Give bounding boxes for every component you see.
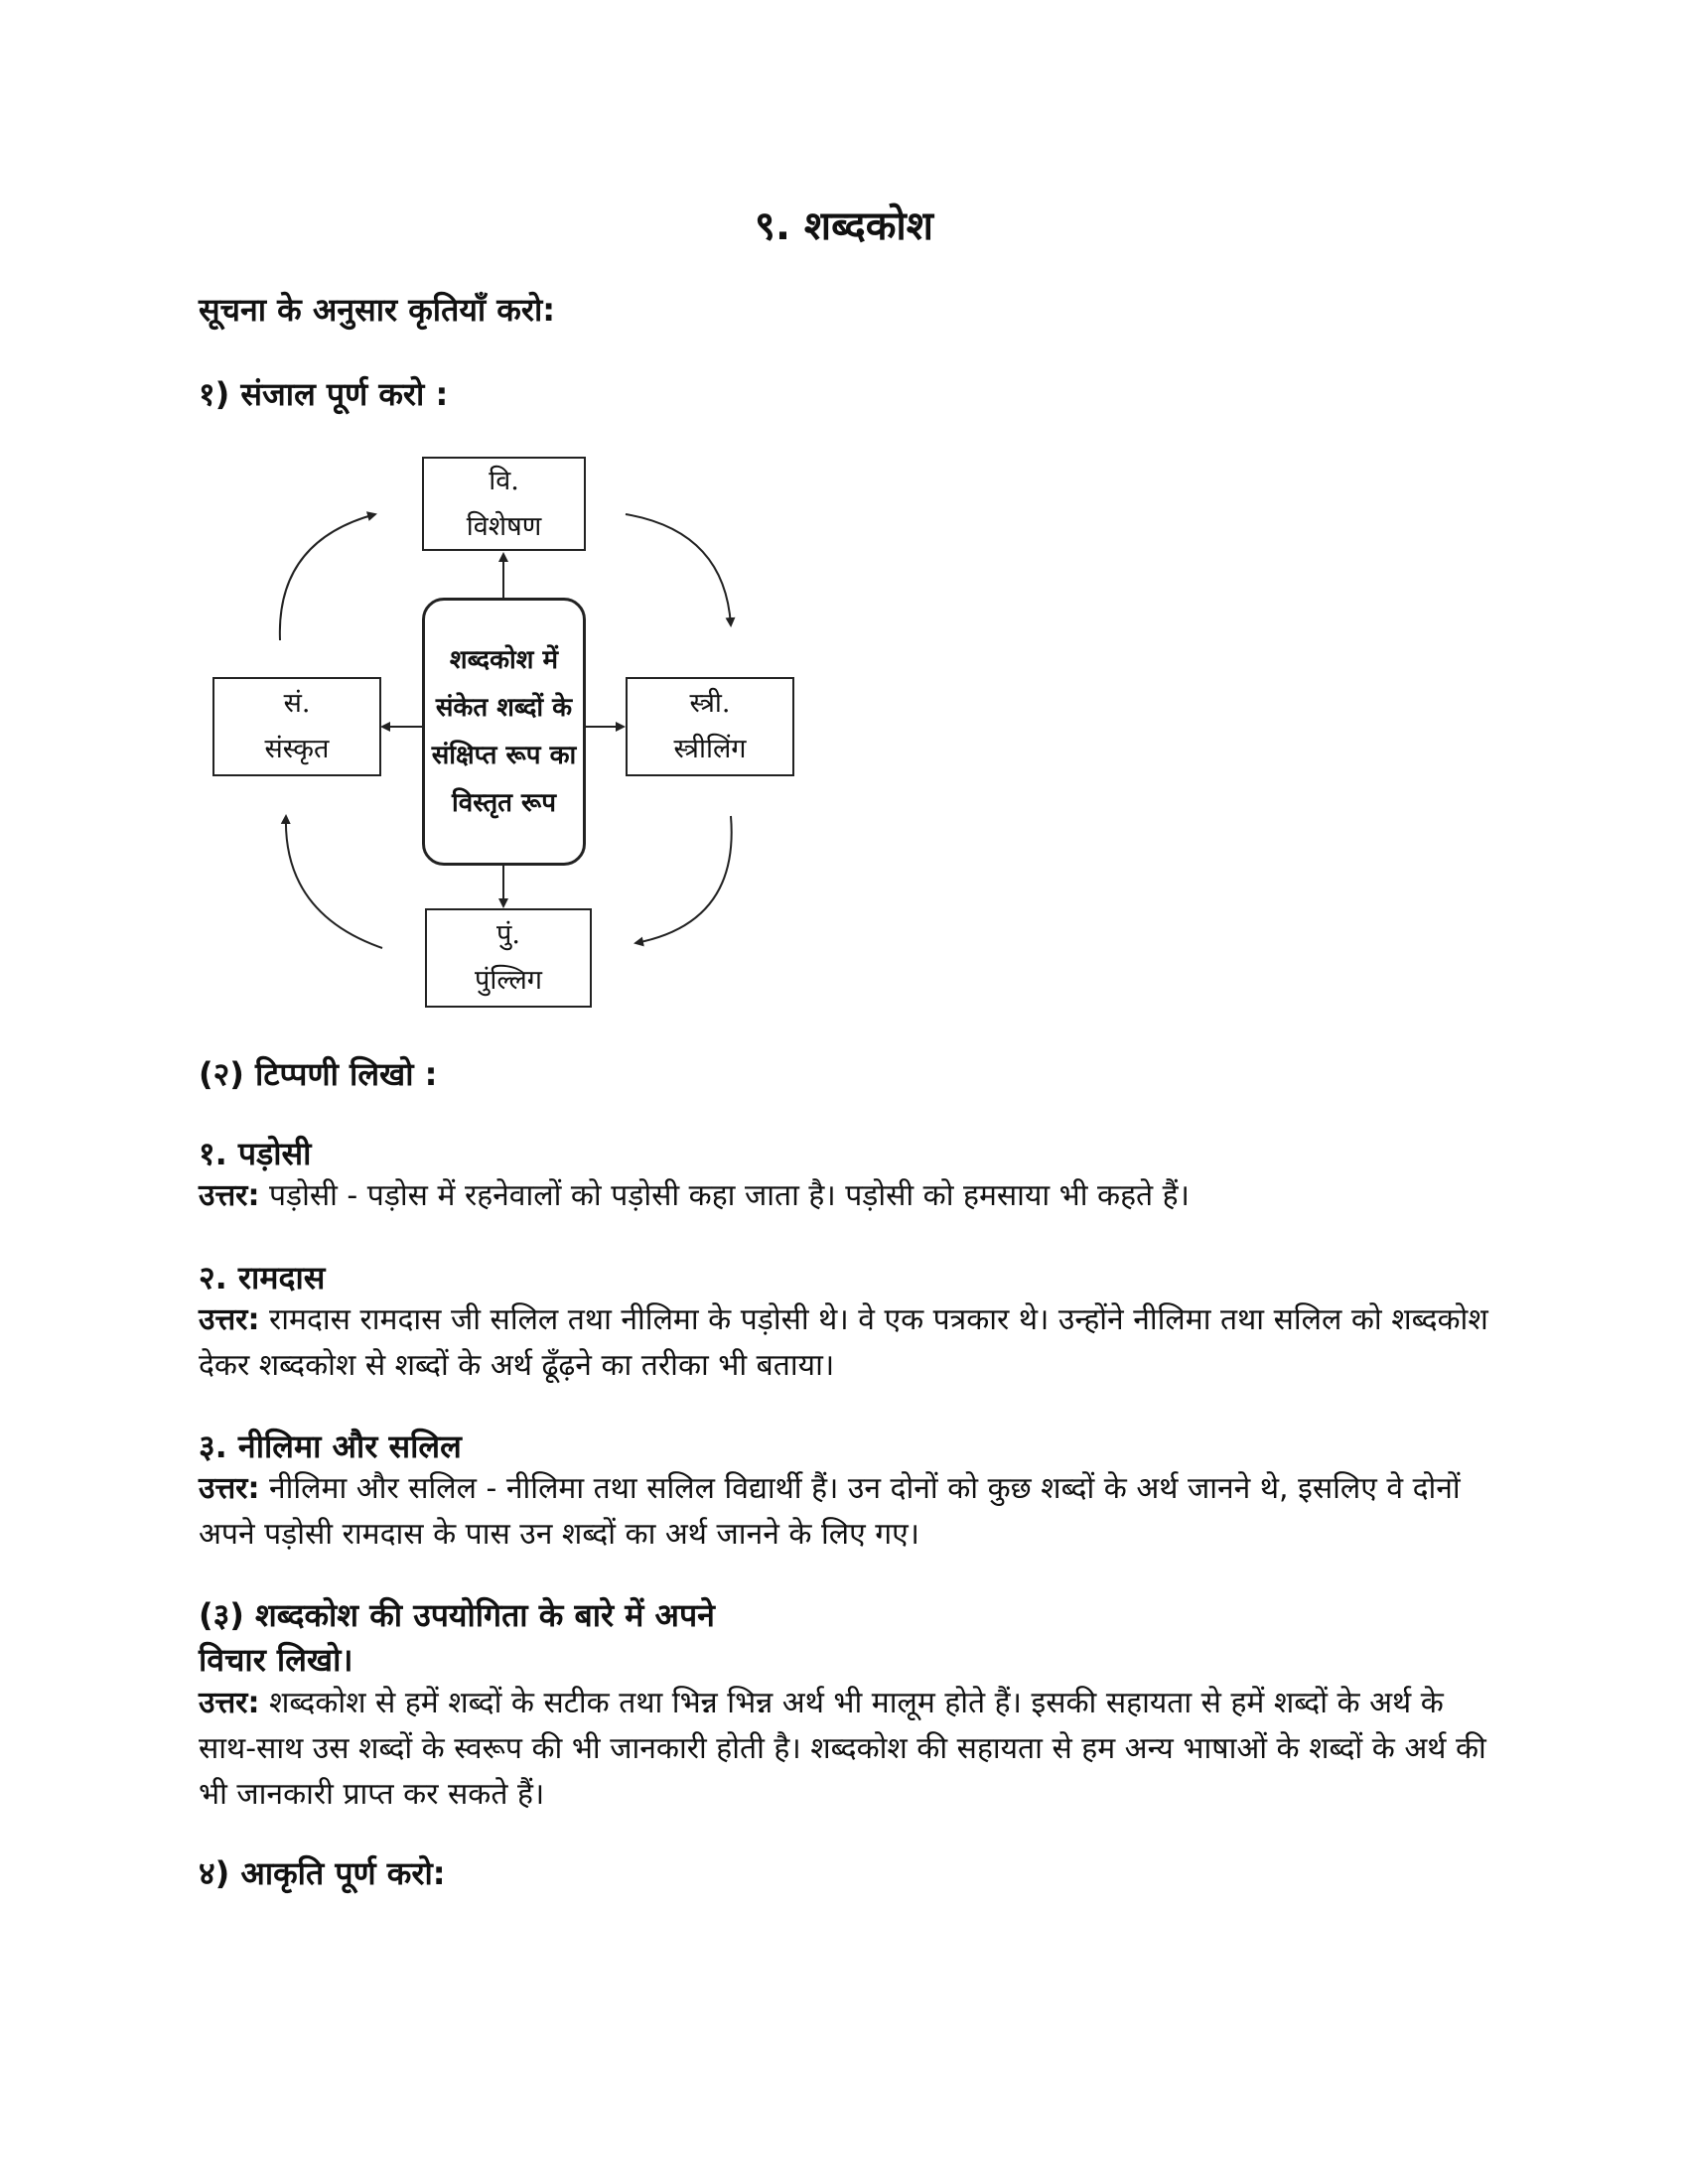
page-title: ९. शब्दकोश [755,204,933,249]
node-bottom [425,908,592,1008]
instruction: सूचना के अनुसार कृतियाँ करो: [199,291,556,329]
answer-label: उत्तर: [199,1686,260,1720]
answer-text: रामदास रामदास जी सलिल तथा नीलिमा के पड़ोसी थे। वे एक पत्रकार थे। उन्होंने नीलिमा तथा सलिल को शब्दकोश देकर शब्दकोश से शब्दों के अर्थ ढूँढ़ने का तरीका भी बताया। [199,1302,1488,1383]
node-left-abbr: सं. [283,688,311,719]
node-top [422,457,586,551]
answer-label: उत्तर: [199,1178,260,1213]
center-node-text: शब्दकोश में संकेत शब्दों के संक्षिप्त रूप का विस्तृत रूप [431,645,577,818]
curve-left-top [280,514,375,640]
answer-text: नीलिमा और सलिल - नीलिमा तथा सलिल विद्यार्थी हैं। उन दोनों को कुछ शब्दों के अर्थ जानने थे, इसलिए वे दोनों अपने पड़ोसी रामदास के पास उन शब्दों का अर्थ जानने के लिए गए। [199,1471,1461,1552]
word-web-diagram [199,447,834,1013]
node-bottom-full: पुंल्लिग [474,965,542,996]
q2-item-1-title: १. पड़ोसी [199,1135,312,1172]
node-top-full: विशेषण [466,510,542,542]
node-left [212,677,381,776]
node-right-abbr: स्त्री. [689,688,731,719]
node-top-abbr: वि. [489,465,519,496]
q1-heading: १) संजाल पूर्ण करो : [199,375,449,413]
answer-text: पड़ोसी - पड़ोस में रहनेवालों को पड़ोसी कहा जाता है। पड़ोसी को हमसाया भी कहते हैं। [268,1178,1190,1213]
curve-top-right [626,514,731,625]
q2-item-2-answer [199,1297,1489,1389]
q2-item-3-title: ३. नीलिमा और सलिल [199,1428,462,1465]
center-node [422,598,586,866]
node-left-full: संस्कृत [264,734,330,764]
curve-right-bottom [635,816,732,943]
q4-heading: ४) आकृति पूर्ण करो: [199,1854,446,1892]
q3-heading-line2: विचार लिखो। [199,1641,353,1679]
node-right-full: स्त्रीलिंग [673,734,747,764]
q2-item-1-answer [199,1173,1489,1219]
curve-bottom-left [286,816,382,948]
q3-heading-line1: (३) शब्दकोश की उपयोगिता के बारे में अपने [199,1596,715,1634]
answer-text: शब्दकोश से हमें शब्दों के सटीक तथा भिन्न भिन्न अर्थ भी मालूम होते हैं। इसकी सहायता से हमें शब्दों के अर्थ के साथ-साथ उस शब्दों के स्वरूप की भी जानकारी होती है। शब्दकोश की सहायता से हम अन्य भाषाओं के शब्दों के अर्थ की भी जानकारी प्राप्त कर सकते हैं। [199,1686,1486,1812]
q2-heading: (२) टिप्पणी लिखो : [199,1055,438,1093]
answer-label: उत्तर: [199,1471,260,1506]
node-right [626,677,794,776]
answer-label: उत्तर: [199,1302,260,1337]
node-bottom-abbr: पुं. [496,919,520,950]
q2-item-2-title: २. रामदास [199,1259,326,1297]
q2-item-3-answer [199,1466,1489,1558]
q3-answer [199,1681,1489,1818]
